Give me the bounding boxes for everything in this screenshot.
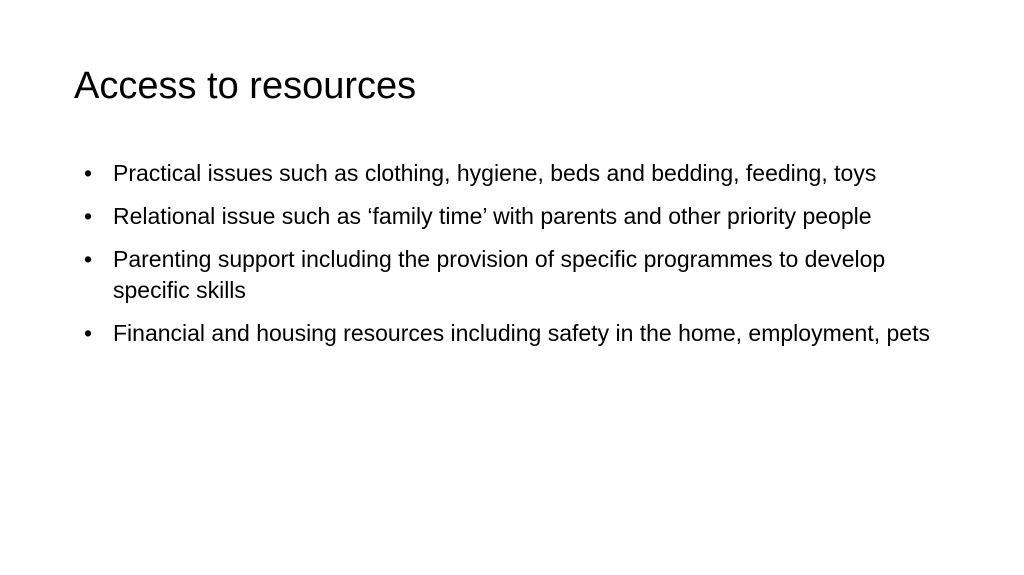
bullet-text: Relational issue such as ‘family time’ with parents and other priority people — [113, 203, 872, 229]
bullet-dot-icon: • — [84, 320, 93, 346]
bullet-text: Financial and housing resources including safety in the home, employment, pets — [113, 320, 930, 346]
bullet-dot-icon: • — [84, 160, 93, 186]
bullet-text: Practical issues such as clothing, hygiene, beds and bedding, feeding, toys — [113, 160, 877, 186]
bullet-dot-icon: • — [84, 246, 93, 272]
bullet-item — [84, 158, 964, 189]
bullet-item — [84, 244, 964, 306]
bullet-item — [84, 318, 964, 349]
slide-title: Access to resources — [74, 65, 417, 107]
bullet-item — [84, 201, 964, 232]
bullet-text: Parenting support including the provision of specific programmes to develop specific skills — [113, 246, 886, 303]
bullet-dot-icon: • — [84, 203, 93, 229]
bullet-list — [84, 158, 964, 361]
